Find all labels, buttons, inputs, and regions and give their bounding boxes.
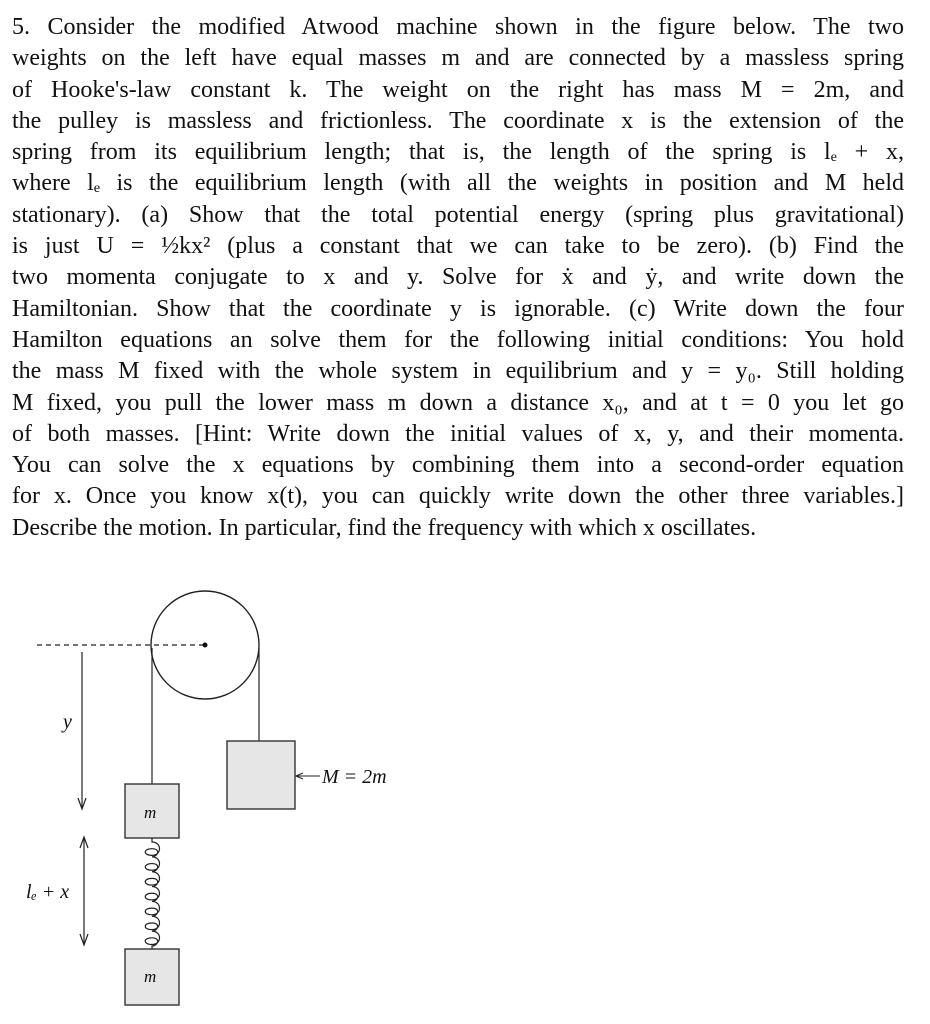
spring: [145, 838, 159, 949]
problem-line: the pulley is massless and frictionless. The coordinate x is the extension of the: [12, 107, 904, 134]
problem-line: Describe the motion. In particular, find the frequency with which x oscillates.: [12, 514, 757, 541]
spring-length-arrow: [80, 837, 88, 945]
problem-line: where lₑ is the equilibrium length (with all the weights in position and M held: [12, 170, 904, 197]
problem-line: Hamilton equations an solve them for the following initial conditions: You hold: [12, 326, 904, 353]
problem-line: Hamiltonian. Show that the coordinate y is ignorable. (c) Write down the four: [12, 295, 904, 322]
big-mass-label: M = 2m: [322, 766, 387, 788]
problem-line: 5. Consider the modified Atwood machine shown in the figure below. The two: [12, 14, 904, 40]
problem-line: of Hooke's-law constant k. The weight on the right has mass M = 2m, and: [12, 76, 904, 103]
problem-line: M fixed, you pull the lower mass m down a distance x₀, and at t = 0 you let go: [12, 389, 904, 416]
problem-line: weights on the left have equal masses m and are connected by a massless spring: [12, 45, 904, 72]
problem-line: You can solve the x equations by combining them into a second-order equation: [12, 452, 904, 479]
problem-line: two momenta conjugate to x and y. Solve for ẋ and ẏ, and write down the: [12, 264, 904, 291]
spring-length-label: lₑ + x: [26, 881, 70, 903]
problem-line: of both masses. [Hint: Write down the initial values of x, y, and their momenta.: [12, 420, 904, 447]
lower-mass-label: m: [144, 967, 157, 986]
atwood-machine-figure: [0, 570, 930, 1024]
upper-mass-label: m: [144, 803, 157, 822]
big-mass-block: [227, 741, 295, 809]
y-label: y: [63, 711, 72, 733]
problem-statement: [12, 12, 904, 544]
problem-line: spring from its equilibrium length; that is, the length of the spring is lₑ + x,: [12, 139, 904, 166]
y-arrow: [78, 652, 86, 809]
problem-line: the mass M fixed with the whole system in equilibrium and y = y₀. Still holding: [12, 358, 904, 385]
problem-line: stationary). (a) Show that the total potential energy (spring plus gravitational): [12, 201, 904, 228]
problem-line: for x. Once you know x(t), you can quickly write down the other three variables.]: [12, 483, 904, 510]
problem-line: is just U = ½kx² (plus a constant that we can take to be zero). (b) Find the: [12, 233, 904, 260]
pulley-axle: [203, 643, 208, 648]
mass-pointer-arrow: [296, 773, 320, 779]
